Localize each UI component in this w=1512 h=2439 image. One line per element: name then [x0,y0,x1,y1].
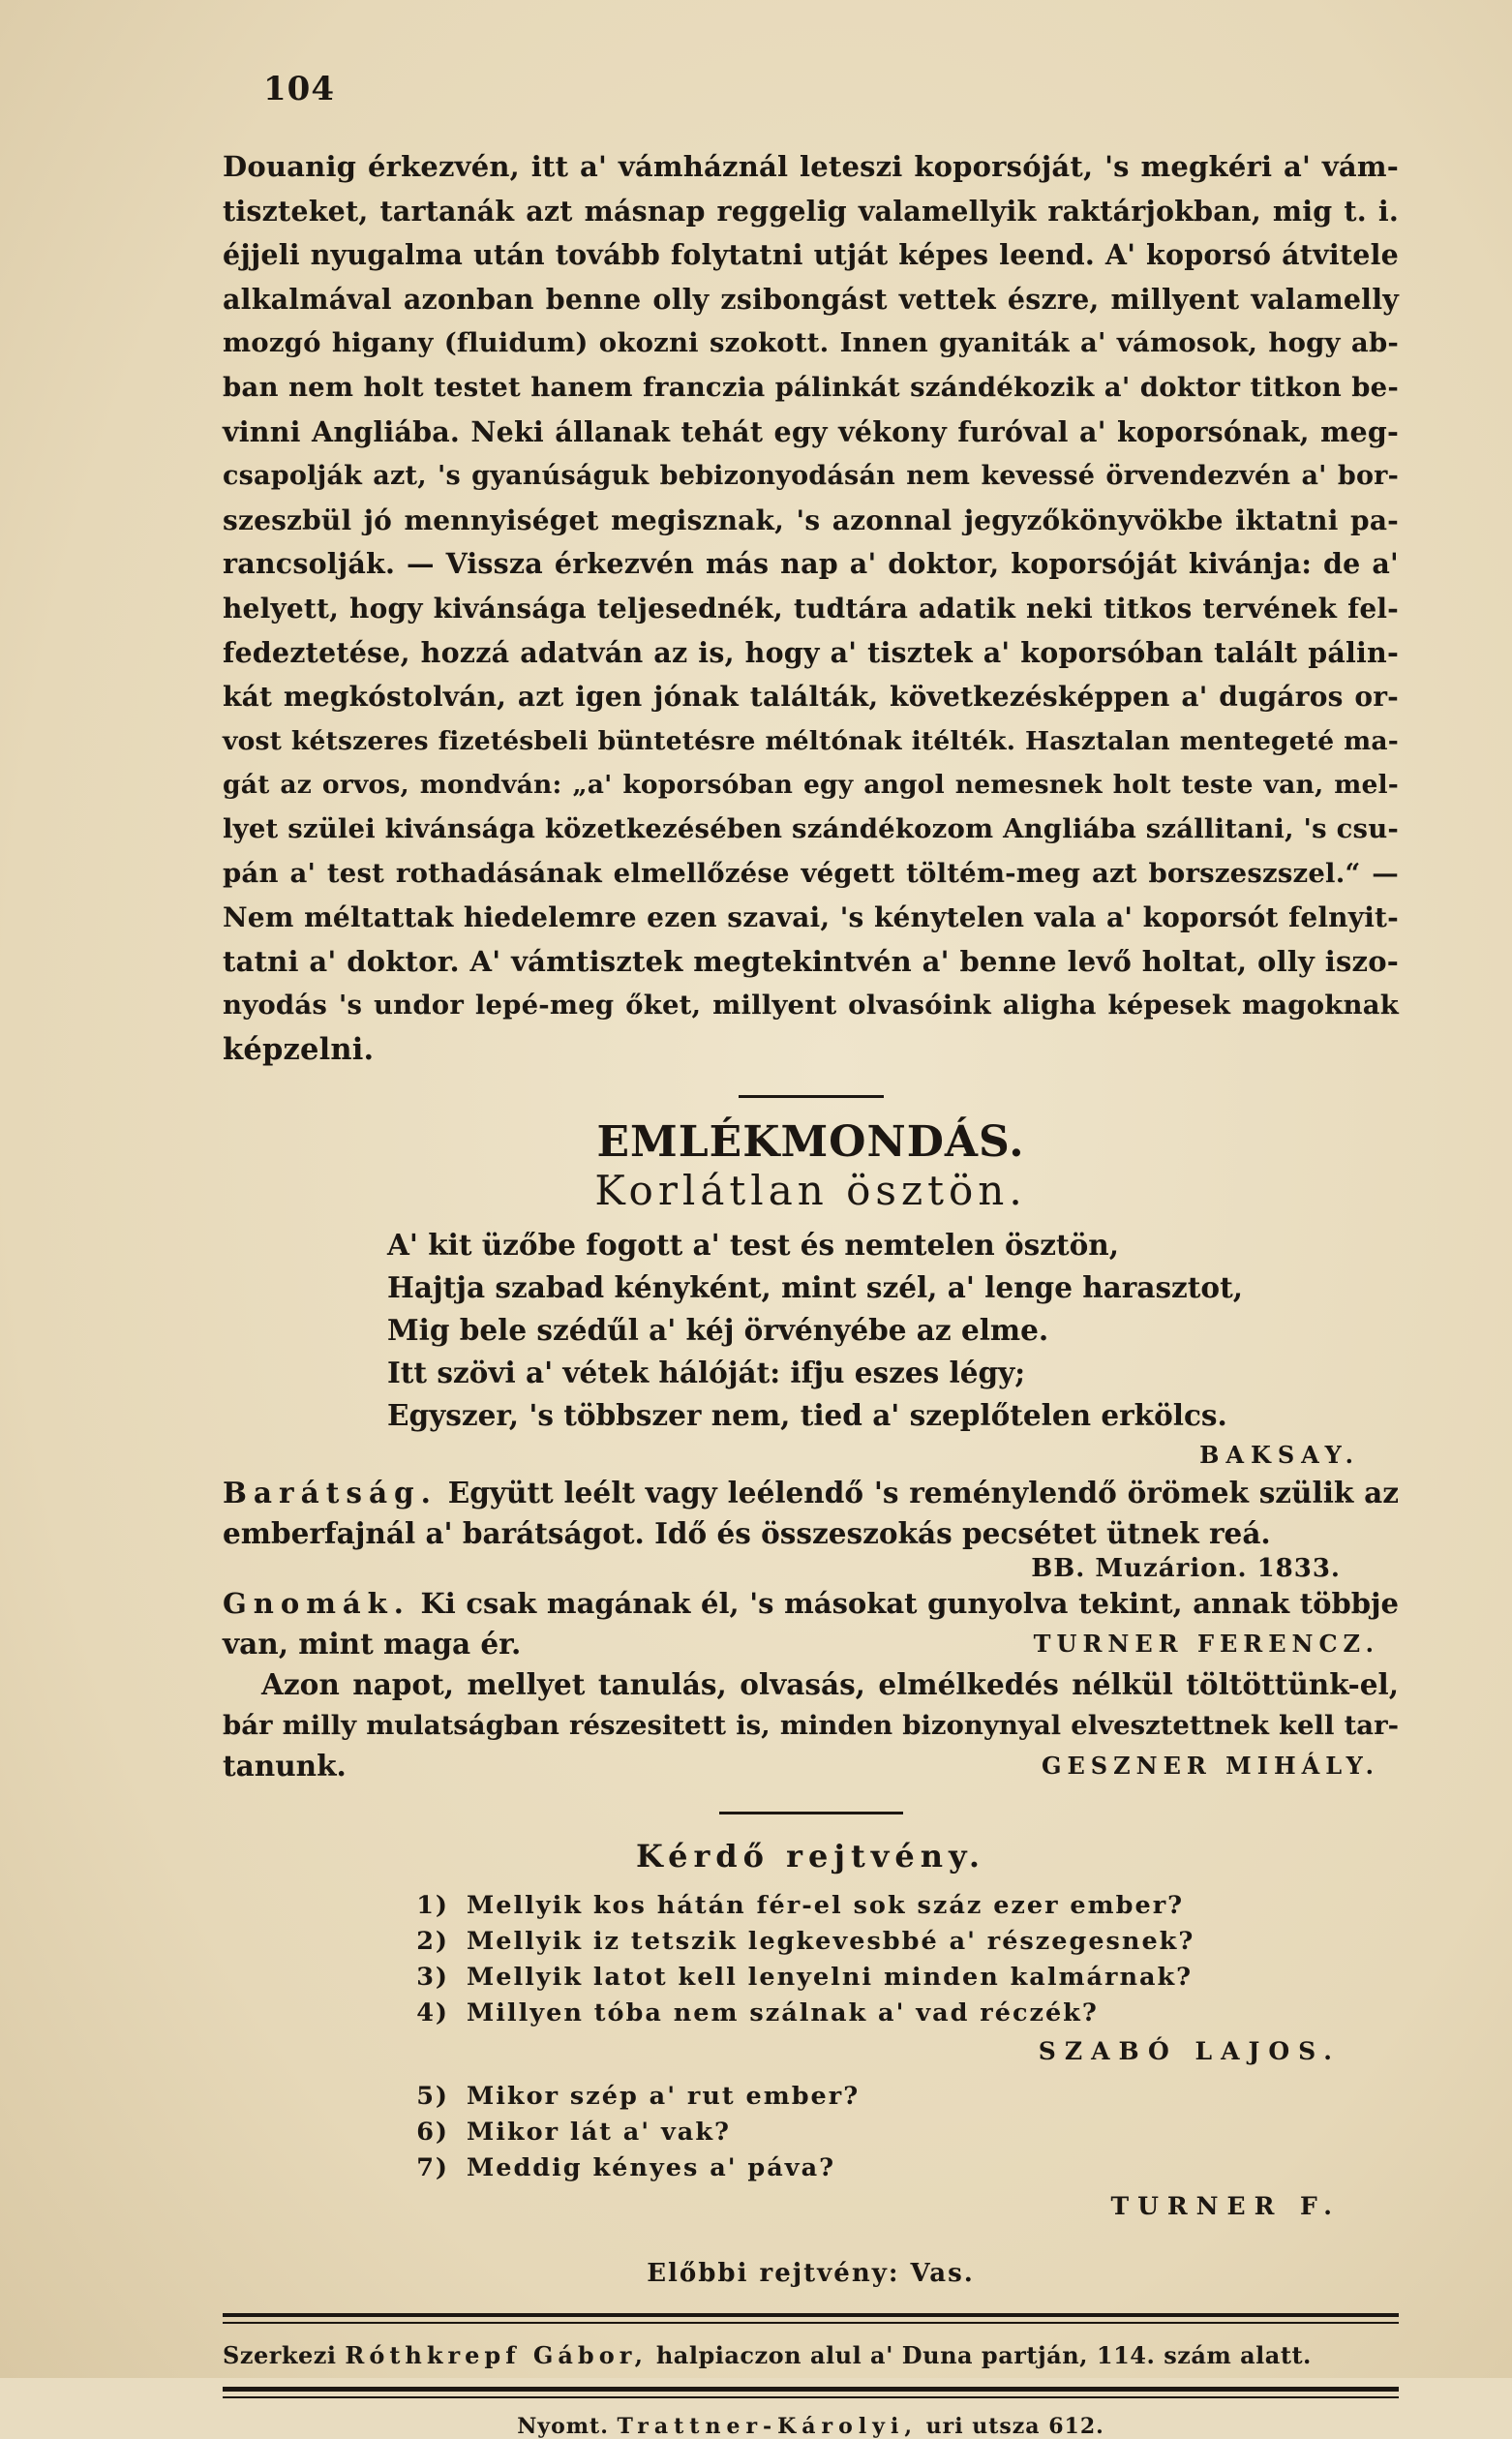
footer-divider [223,2313,1399,2324]
text-line: fedeztetése, hozzá adatván az is, hogy a' tisztek a' koporsóban talált pálin- [223,635,1399,669]
entry-line: Barátság. Együtt leélt vagy leélendő 's reménylendő örömek szülik az [223,1476,1399,1510]
editor-imprint: Szerkezi Róthkrepf Gábor, halpiaczon alul a' Duna partján, 114. szám alatt. [223,2341,1312,2370]
poem-line: Egyszer, 's többszer nem, tied a' szeplőtelen erkölcs. [387,1398,1227,1433]
text-line: helyett, hogy kivánsága teljesednék, tudtára adatik neki titkos tervének fel- [223,592,1399,625]
text-line: szeszbül jó mennyiséget megisznak, 's azonnal jegyzőkönyvökbe iktatni pa- [223,503,1399,536]
editor-name: Róthkrepf Gábor, [345,2341,648,2370]
riddle-signature-b: TURNER F. [1110,2192,1341,2221]
riddle-item: 6) Mikor lát a' vak? [416,2118,731,2148]
poem-line: Hajtja szabad kényként, mint szél, a' lenge harasztot, [387,1270,1244,1305]
page-content [223,145,1399,2439]
text-line: alkalmával azonban benne olly zsibongást vettek észre, millyent valamelly [223,282,1399,316]
section-divider [739,1095,884,1098]
poem-signature: BAKSAY. [1199,1441,1360,1470]
main-paragraph [223,145,1399,1072]
riddle-list-b [403,2079,1399,2186]
poem [387,1224,1399,1437]
poem-line: A' kit üzőbe fogott a' test és nemtelen ösztön, [387,1228,1120,1263]
text-line: lyet szülei kivánsága közetkezésében szándékozom Angliába szállitani, 's csu- [223,812,1400,844]
text-line: pán a' test rothadásának elmellőzése végett töltém-meg azt borszeszszel.“ — [223,857,1399,889]
footer-divider [223,2387,1399,2398]
riddle-signature-a: SZABÓ LAJOS. [1038,2037,1341,2066]
printer-name: Trattner-Károlyi, [617,2414,918,2439]
entry-line: tanunk. GESZNER MIHÁLY. [223,1746,1399,1786]
text-line: Nem méltattak hiedelemre ezen szavai, 's kénytelen vala a' koporsót felnyit- [223,901,1399,934]
text-line: képzelni. [223,1031,375,1067]
section-divider [719,1812,903,1814]
riddle-item: 5) Mikor szép a' rut ember? [416,2082,861,2112]
page-number: 104 [263,70,335,108]
riddle-item: 1) Mellyik kos hátán fér-el sok száz ezer ember? [416,1891,1185,1921]
text-line: mozgó higany (fluidum) okozni szokott. Innen gyaniták a' vámosok, hogy ab- [223,327,1399,359]
section-title: EMLÉKMONDÁS. [596,1117,1025,1168]
text-line: ban nem holt testet hanem franczia pálinkát szándékozik a' doktor titkon be- [223,371,1399,403]
entry-line: van, mint maga ér. TURNER FERENCZ. [223,1624,1399,1664]
riddle-list-a [403,1888,1399,2031]
text-line: nyodás 's undor lepé-meg őket, millyent olvasóink aligha képesek magoknak [223,990,1399,1021]
text-line: vost kétszeres fizetésbeli büntetésre méltónak itélték. Hasztalan mentegeté ma- [223,725,1399,756]
riddle-item: 3) Mellyik latot kell lenyelni minden kalmárnak? [416,1963,1194,1993]
riddle-title: Kérdő rejtvény. [635,1838,986,1875]
riddle-item: 4) Millyen tóba nem szálnak a' vad réczék? [416,1998,1099,2028]
section-subtitle: Korlátlan ösztön. [594,1167,1027,1215]
text-line: tiszteket, tartanák azt másnap reggelig valamellyik raktárjokban, mig t. i. [223,194,1399,228]
gnomak-signature-1: TURNER FERENCZ. [1033,1630,1379,1659]
entry-label: Gnomák. [223,1587,410,1621]
text-line: vinni Angliába. Neki állanak tehát egy vékony furóval a' koporsónak, meg- [223,414,1399,448]
poem-line: Itt szövi a' vétek hálóját: ifju eszes légy; [387,1356,1026,1390]
baratsag-entry [223,1473,1399,1554]
text-line: csapolják azt, 's gyanúságuk bebizonyodásán nem kevessé örvendezvén a' bor- [223,461,1399,492]
riddle-item: 7) Meddig kényes a' páva? [416,2153,836,2183]
text-line: tatni a' doktor. A' vámtisztek megtekintvén a' benne levő holtat, olly iszo- [223,944,1399,978]
gnomak-entry [223,1583,1399,1786]
entry-line: Azon napot, mellyet tanulás, olvasás, elmélkedés nélkül töltöttünk-el, [261,1667,1399,1702]
text-line: éjjeli nyugalma után tovább folytatni utját képes leend. A' koporsó átvitele [223,238,1399,272]
printer-imprint: Nyomt. Trattner-Károlyi, uri utsza 612. [517,2414,1104,2439]
entry-line: bár milly mulatságban részesitett is, minden bizonynyal elvesztettnek kell tar- [223,1710,1399,1742]
baratsag-signature: BB. Muzárion. 1833. [1031,1554,1341,1584]
text-line: rancsolják. — Vissza érkezvén más nap a' doktor, koporsóját kivánja: de a' [223,547,1399,581]
text-line: kát megkóstolván, azt igen jónak találták, következésképpen a' dugáros or- [223,681,1399,714]
entry-line: Gnomák. Ki csak magának él, 's másokat gunyolva tekint, annak többje [223,1587,1399,1621]
text-line: Douanig érkezvén, itt a' vámháznál leteszi koporsóját, 's megkéri a' vám- [223,150,1399,183]
entry-line: emberfajnál a' barátságot. Idő és összeszokás pecsétet ütnek reá. [223,1516,1271,1551]
previous-riddle-answer: Előbbi rejtvény: Vas. [647,2259,975,2289]
text-line: gát az orvos, mondván: „a' koporsóban egy angol nemesnek holt teste van, mel- [223,770,1399,801]
gnomak-signature-2: GESZNER MIHÁLY. [1042,1752,1379,1781]
riddle-item: 2) Mellyik iz tetszik legkevesbbé a' részegesnek? [416,1927,1195,1957]
entry-label: Barátság. [223,1476,438,1510]
poem-line: Mig bele szédűl a' kéj örvényébe az elme. [387,1313,1049,1348]
